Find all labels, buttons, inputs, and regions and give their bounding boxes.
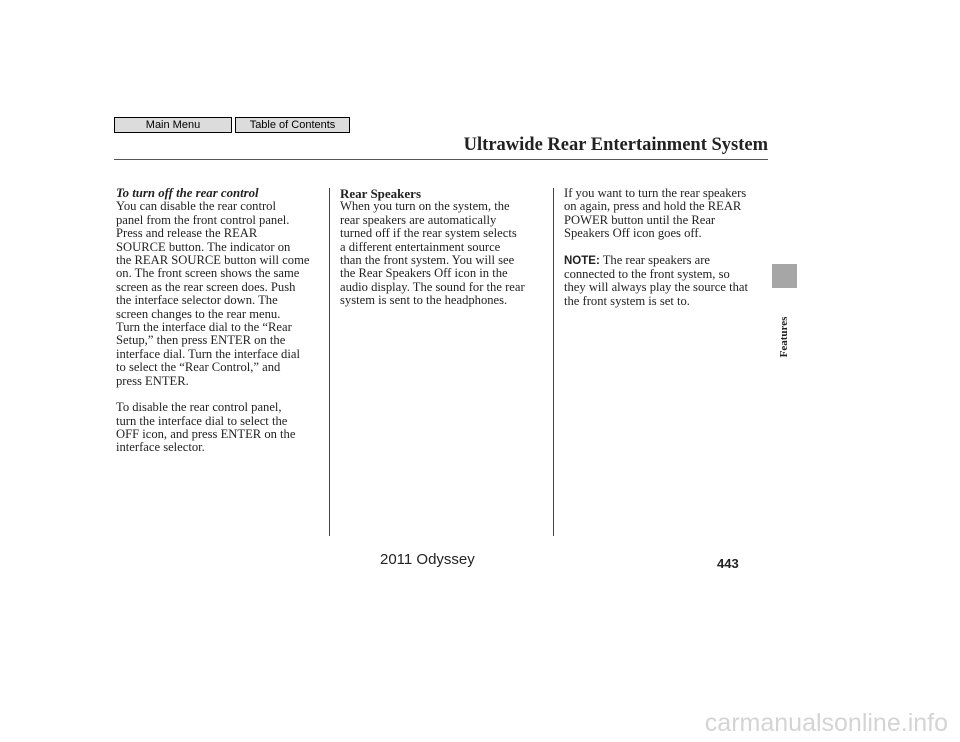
section-tab-label: Features <box>778 316 790 358</box>
text-line: To disable the rear control panel, <box>116 400 282 415</box>
text-line: panel from the front control panel. <box>116 212 290 227</box>
text-line: they will always play the source that <box>564 280 748 295</box>
text-line: You can disable the rear control <box>116 199 276 214</box>
text-line: screen as the rear screen does. Push <box>116 279 296 294</box>
text-line: OFF icon, and press ENTER on the <box>116 426 296 441</box>
column-rear-speakers-continued <box>564 187 774 308</box>
text-line: Speakers Off icon goes off. <box>564 226 702 241</box>
text-line: rear speakers are automatically <box>340 212 497 227</box>
text-line: If you want to turn the rear speakers <box>564 186 747 200</box>
column-divider <box>553 188 554 536</box>
note-label: NOTE: <box>564 254 600 267</box>
text-line: turned off if the rear system selects <box>340 226 517 241</box>
note-line <box>564 254 774 268</box>
text-line: POWER button until the Rear <box>564 212 716 227</box>
text-line: turn the interface dial to select the <box>116 413 288 428</box>
text-line: interface dial. Turn the interface dial <box>116 346 300 361</box>
column-turn-off-rear-control <box>116 187 326 455</box>
text-line: Press and release the REAR <box>116 226 258 241</box>
text-line: SOURCE button. The indicator on <box>116 239 291 254</box>
text-line: on again, press and hold the REAR <box>564 199 742 214</box>
text-line: on. The front screen shows the same <box>116 266 300 281</box>
section-tab-marker <box>772 264 797 288</box>
text-line: connected to the front system, so <box>564 267 730 282</box>
text-line: When you turn on the system, the <box>340 199 510 214</box>
column-rear-speakers <box>340 187 550 308</box>
text-line: Turn the interface dial to the “Rear <box>116 320 292 335</box>
text-line: the interface selector down. The <box>116 293 278 308</box>
text-line: the REAR SOURCE button will come <box>116 253 310 268</box>
column-divider <box>329 188 330 536</box>
text-line: screen changes to the rear menu. <box>116 306 281 321</box>
text-line: a different entertainment source <box>340 239 501 254</box>
text-line: Setup,” then press ENTER on the <box>116 333 286 348</box>
text-line: press ENTER. <box>116 373 189 388</box>
page-title: Ultrawide Rear Entertainment System <box>463 135 768 155</box>
table-of-contents-button[interactable]: Table of Contents <box>235 117 350 133</box>
text-line: interface selector. <box>116 440 205 455</box>
text-line: the Rear Speakers Off icon in the <box>340 266 508 281</box>
text-line: system is sent to the headphones. <box>340 293 508 308</box>
footer-model-name: 2011 Odyssey <box>380 551 475 568</box>
section-heading-turn-off-rear-control: To turn off the rear control <box>116 186 259 200</box>
text-line: than the front system. You will see <box>340 253 515 268</box>
page-number: 443 <box>717 556 739 571</box>
section-heading-rear-speakers: Rear Speakers <box>340 186 422 201</box>
main-menu-button[interactable]: Main Menu <box>114 117 232 133</box>
text-line: the front system is set to. <box>564 293 690 308</box>
text-line: audio display. The sound for the rear <box>340 279 525 294</box>
watermark: carmanualsonline.info <box>704 709 948 737</box>
header-divider <box>114 159 768 160</box>
note-text: The rear speakers are <box>599 252 711 267</box>
text-line: to select the “Rear Control,” and <box>116 360 281 375</box>
